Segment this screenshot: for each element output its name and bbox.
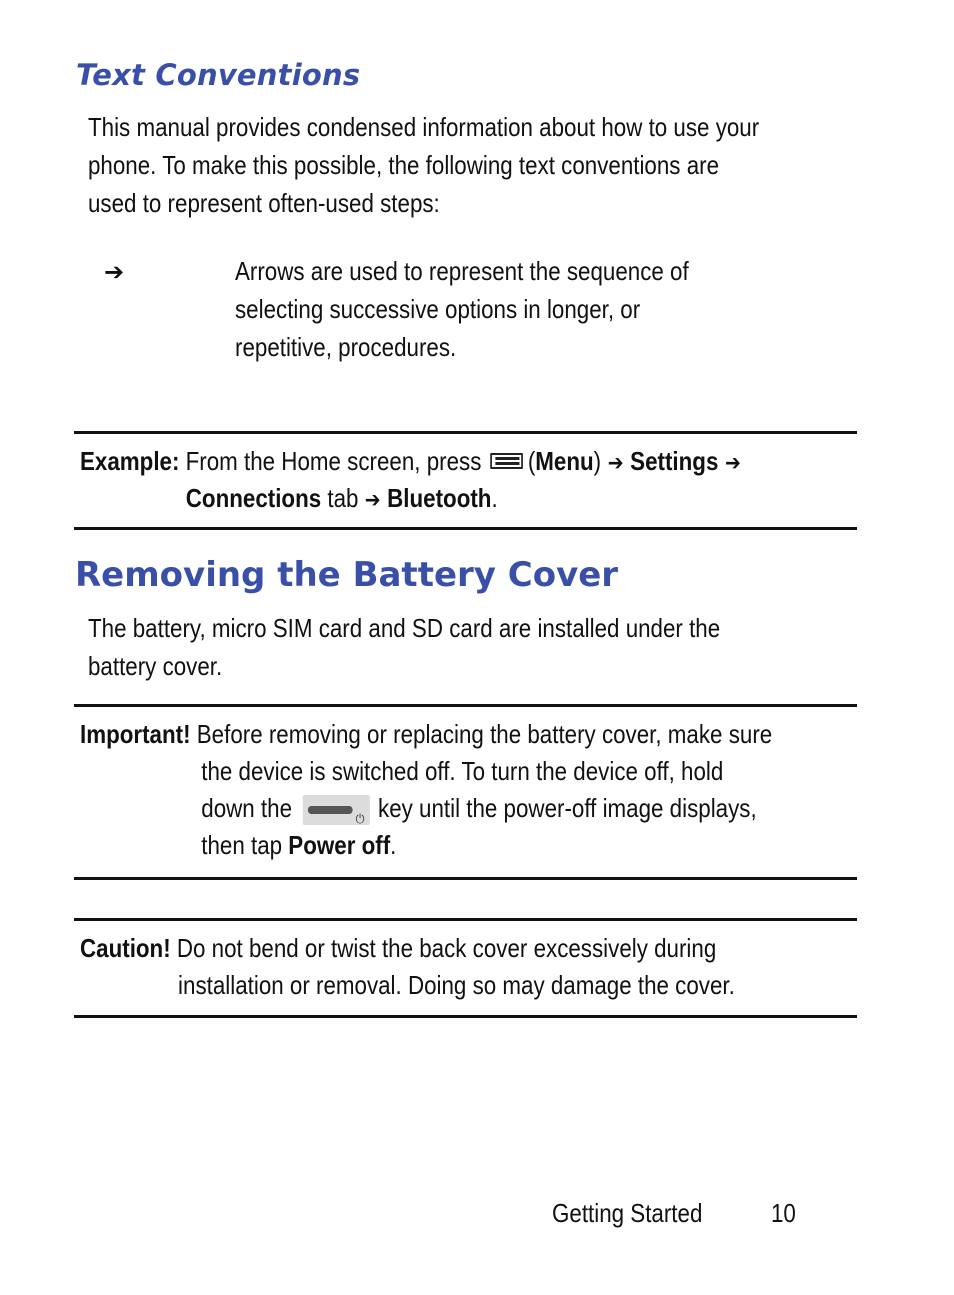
arrow-description-line: Arrows are used to represent the sequence of (235, 256, 689, 286)
battery-intro-line: The battery, micro SIM card and SD card are installed under the (88, 613, 721, 643)
section-heading: Text Conventions (76, 58, 361, 92)
bluetooth-label: Bluetooth (387, 483, 492, 513)
paren: ( (527, 446, 536, 476)
paren: ) (593, 446, 602, 476)
arrow-description (235, 252, 837, 366)
arrow-icon: ➔ (718, 451, 741, 476)
caution-note (80, 930, 854, 1004)
battery-intro-line: battery cover. (88, 651, 223, 681)
example-text: From the Home screen, press (179, 446, 482, 476)
arrow-icon: ➔ (104, 258, 125, 286)
example-note (80, 443, 854, 517)
period: . (390, 830, 397, 860)
tab-text: tab (321, 483, 365, 513)
divider (74, 431, 857, 434)
connections-label: Connections (185, 483, 322, 513)
important-text: then tap (201, 830, 289, 860)
divider (74, 877, 857, 880)
arrow-description-line: selecting successive options in longer, or (235, 294, 641, 324)
divider (74, 704, 857, 707)
example-label: Example: (80, 446, 180, 476)
arrow-icon: ➔ (364, 488, 388, 513)
intro-line: used to represent often-used steps: (88, 188, 440, 218)
divider (74, 527, 857, 530)
important-text: the device is switched off. To turn the device off, hold (201, 756, 724, 786)
important-label: Important! (80, 719, 191, 749)
caution-label: Caution! (80, 933, 171, 963)
intro-line: phone. To make this possible, the following text conventions are (88, 150, 720, 180)
footer-page-number: 10 (771, 1198, 796, 1228)
intro-paragraph (88, 108, 776, 222)
important-note (80, 716, 854, 864)
power-key-icon: ⏻ (302, 795, 369, 825)
main-heading: Removing the Battery Cover (75, 555, 619, 595)
period: . (491, 483, 498, 513)
important-text: Before removing or replacing the battery cover, make sure (190, 719, 773, 749)
menu-key-icon (490, 451, 524, 473)
caution-text: installation or removal. Doing so may damage the cover. (178, 970, 735, 1000)
arrow-icon: ➔ (601, 451, 631, 476)
arrow-description-line: repetitive, procedures. (235, 332, 457, 362)
intro-line: This manual provides condensed information about how to use your (88, 112, 760, 142)
power-off-label: Power off (288, 830, 391, 860)
battery-intro-paragraph (88, 609, 776, 685)
divider (74, 1015, 857, 1018)
important-text: key until the power-off image displays, (378, 793, 757, 823)
important-text: down the (201, 793, 293, 823)
settings-label: Settings (630, 446, 719, 476)
menu-label: Menu (535, 446, 594, 476)
footer-chapter: Getting Started (552, 1198, 703, 1228)
divider (74, 918, 857, 921)
caution-text: Do not bend or twist the back cover excessively during (170, 933, 717, 963)
